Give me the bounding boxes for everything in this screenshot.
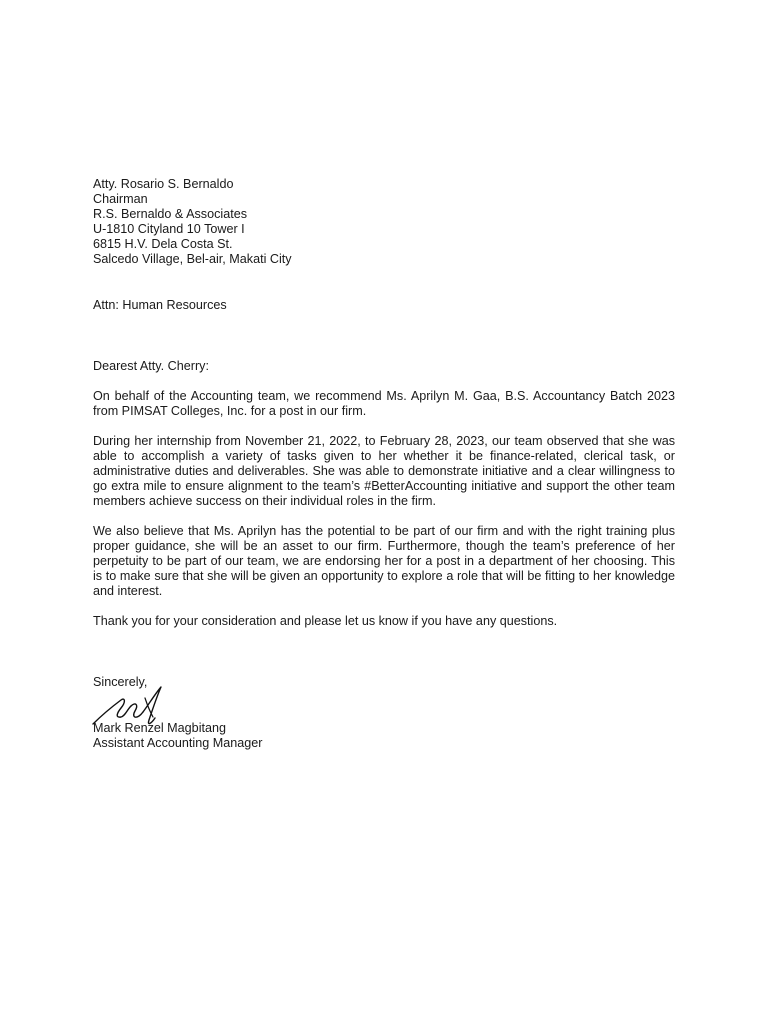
paragraph-potential: We also believe that Ms. Aprilyn has the potential to be part of our firm and with the right training plus proper guidance, she will be an asset to our firm. Furthermore, though the team’s preference of her perpetuity to be part of our team, we are endorsing her for a post in a department of her choosing. This is to make sure that she will be given an opportunity to explore a role that will be fitting to her knowledge and interest.	[93, 524, 675, 598]
recipient-address-line-3: Salcedo Village, Bel-air, Makati City	[93, 252, 292, 266]
recipient-address-line-2: 6815 H.V. Dela Costa St.	[93, 237, 233, 251]
paragraph-internship: During her internship from November 21, 2022, to February 28, 2023, our team observed that she was able to accomplish a variety of tasks given to her whether it be finance-related, clerical task, or administrative duties and deliverables. She was able to demonstrate initiative and a clear willingness to go extra mile to ensure alignment to the team’s #BetterAccounting initiative and support the other team members achieve success on their individual roles in the firm.	[93, 434, 675, 508]
signature-block	[93, 721, 675, 751]
signer-title: Assistant Accounting Manager	[93, 736, 263, 750]
recipient-address-line-1: U-1810 Cityland 10 Tower I	[93, 222, 245, 236]
attention-line: Attn: Human Resources	[93, 298, 227, 312]
closing: Sincerely,	[93, 675, 148, 689]
recipient-name: Atty. Rosario S. Bernaldo	[93, 177, 234, 191]
recipient-position: Chairman	[93, 192, 148, 206]
paragraph-recommendation: On behalf of the Accounting team, we recommend Ms. Aprilyn M. Gaa, B.S. Accountancy Batch 2023 from PIMSAT Colleges, Inc. for a post in our firm.	[93, 389, 675, 418]
recipient-address	[93, 177, 675, 267]
paragraph-thanks: Thank you for your consideration and please let us know if you have any questions.	[93, 614, 558, 628]
recipient-company: R.S. Bernaldo & Associates	[93, 207, 248, 221]
letter-body	[93, 177, 675, 751]
salutation: Dearest Atty. Cherry:	[93, 359, 209, 373]
signer-name: Mark Renzel Magbitang	[93, 721, 226, 735]
